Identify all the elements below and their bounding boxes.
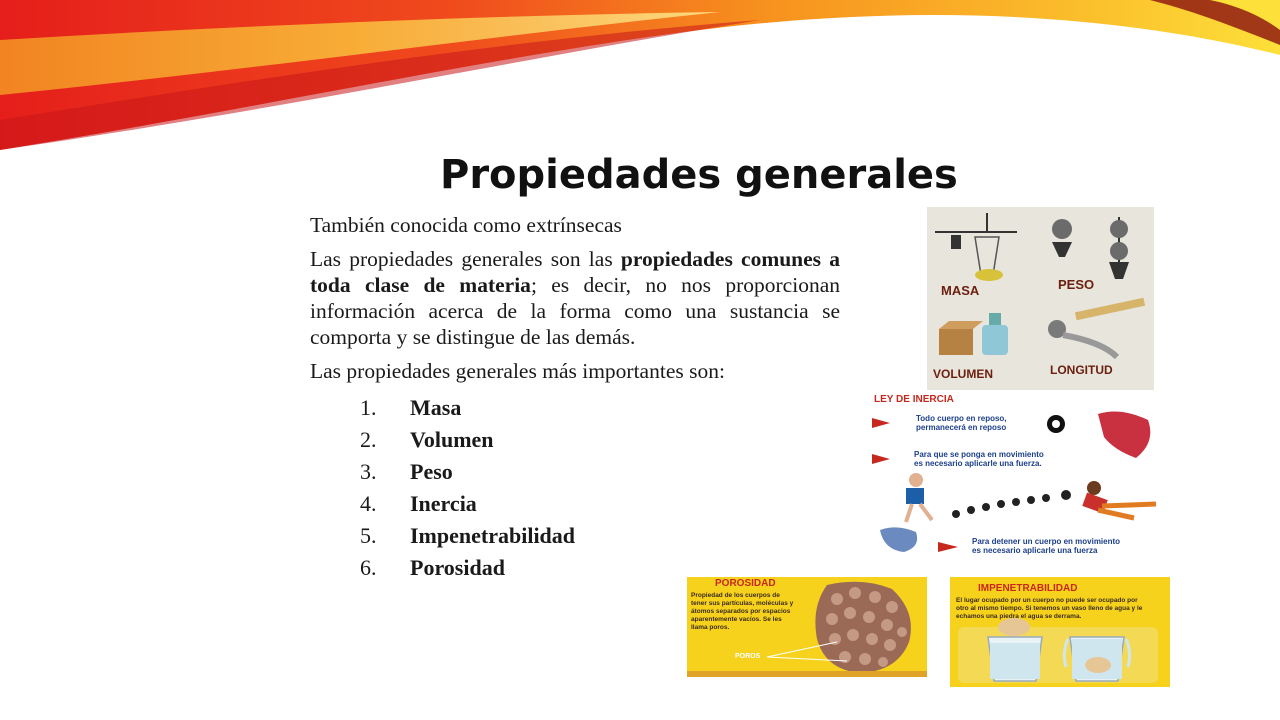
- inercia-image: [866, 392, 1166, 560]
- property-list: [310, 392, 840, 584]
- list-number: 6.: [360, 555, 377, 580]
- porosidad-text-line: tener sus partículas, moléculas y: [691, 600, 794, 607]
- list-label: Peso: [410, 459, 453, 484]
- list-intro: Las propiedades generales más importantes son:: [310, 359, 725, 383]
- porosidad-heading: POROSIDAD: [715, 578, 776, 589]
- volumen-caption: VOLUMEN: [933, 367, 993, 381]
- inercia-line1a: Todo cuerpo en reposo,: [916, 414, 1007, 423]
- list-label: Porosidad: [410, 555, 505, 580]
- slide-title: Propiedades generales: [440, 152, 958, 198]
- intro-line: También conocida como extrínsecas: [310, 213, 622, 237]
- inercia-line3b: es necesario aplicarle una fuerza: [972, 546, 1098, 555]
- definition-end: ; es decir, no nos proporcionan información acerca de la forma como una sustancia se comporta y se distingue de las demás.: [310, 273, 840, 349]
- list-label: Masa: [410, 395, 462, 420]
- definition-start: Las propiedades generales son las: [310, 247, 621, 271]
- list-item: [310, 424, 840, 456]
- porosidad-text-line: llama poros.: [691, 624, 730, 631]
- list-item: [310, 456, 840, 488]
- porosidad-text-line: Propiedad de los cuerpos de: [691, 592, 780, 599]
- impenetrabilidad-text-line: echamos una piedra el agua se derrama.: [956, 613, 1082, 620]
- porosidad-image: [687, 577, 927, 677]
- measures-illustration: [927, 207, 1154, 390]
- list-item: [310, 488, 840, 520]
- peso-caption: PESO: [1058, 277, 1095, 292]
- inercia-line2a: Para que se ponga en movimiento: [914, 450, 1044, 459]
- longitud-caption: LONGITUD: [1050, 363, 1113, 377]
- porosidad-text-line: átomos separados por espacios: [691, 608, 791, 615]
- inercia-line3a: Para detener un cuerpo en movimiento: [972, 537, 1121, 546]
- list-item: [310, 520, 840, 552]
- impenetrabilidad-text-line: otro al mismo tiempo. Si tenemos un vaso lleno de agua y le: [956, 605, 1143, 612]
- impenetrabilidad-heading: IMPENETRABILIDAD: [978, 583, 1078, 594]
- inercia-illustration: [866, 392, 1166, 560]
- list-label: Volumen: [410, 427, 494, 452]
- definition-paragraph: [310, 246, 840, 350]
- list-number: 2.: [360, 427, 377, 452]
- list-number: 5.: [360, 523, 377, 548]
- list-label: Inercia: [410, 491, 477, 516]
- impenetrabilidad-text-line: El lugar ocupado por un cuerpo no puede ser ocupado por: [956, 597, 1138, 604]
- measures-image: [927, 207, 1154, 390]
- poros-label: POROS: [735, 653, 761, 660]
- definition-bold: propiedades comunes a toda clase de materia: [310, 247, 841, 297]
- list-label: Impenetrabilidad: [410, 523, 576, 548]
- list-number: 1.: [360, 395, 377, 420]
- decorative-banner: [0, 0, 1280, 160]
- porosidad-text-line: aparentemente vacíos. Se les: [691, 616, 782, 623]
- body-text: [310, 212, 840, 584]
- list-number: 4.: [360, 491, 377, 516]
- inercia-line1b: permanecerá en reposo: [916, 423, 1007, 432]
- impenetrabilidad-image: [950, 577, 1170, 687]
- list-number: 3.: [360, 459, 377, 484]
- inercia-heading: LEY DE INERCIA: [874, 394, 954, 405]
- inercia-line2b: es necesario aplicarle una fuerza.: [914, 459, 1042, 468]
- list-item: [310, 392, 840, 424]
- masa-caption: MASA: [941, 283, 980, 298]
